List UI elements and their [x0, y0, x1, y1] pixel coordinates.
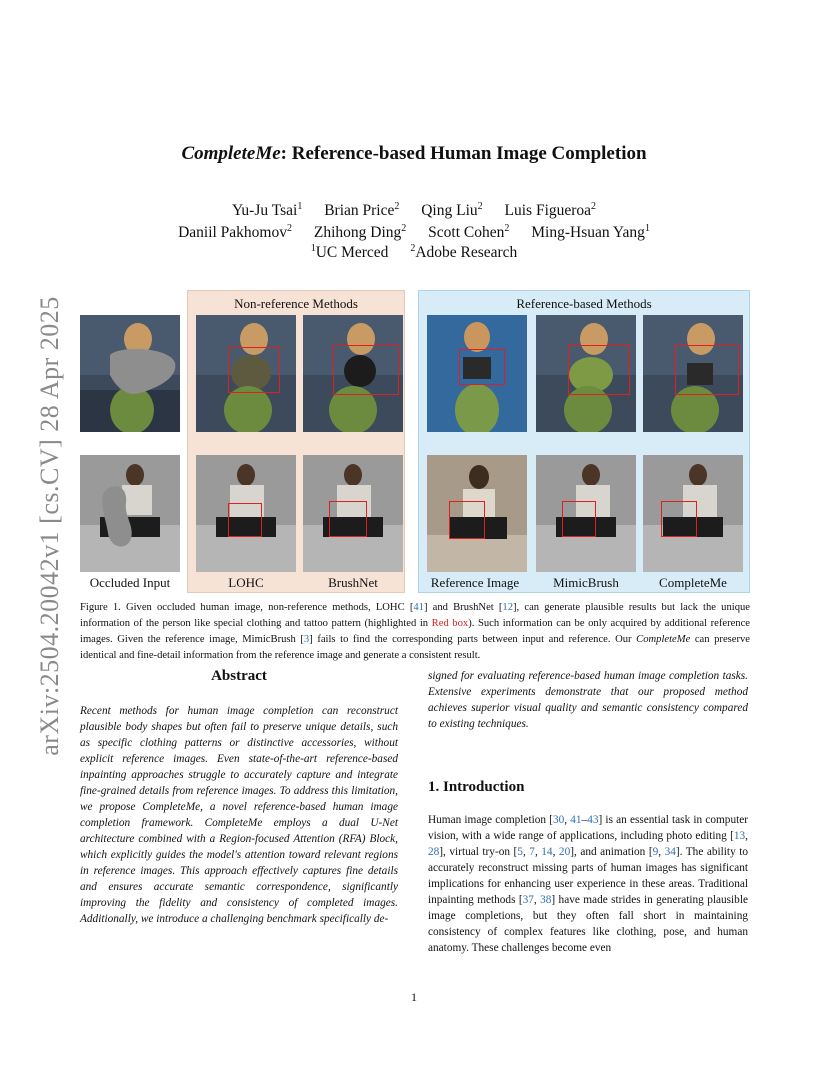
citation-link[interactable]: 41 [570, 814, 582, 826]
title-rest: : Reference-based Human Image Completion [280, 143, 647, 164]
nonref-panel-label: Non-reference Methods [234, 296, 358, 311]
abstract-text: Recent methods for human image completion can reconstruct plausible body shapes but often fail to preserve unique details, such as specific clothing patterns or distinctive accessories, without explicit reference images. Even state-of-the-art reference-based inpainting approaches struggle to accurately capture and integrate fine-grained details from reference images. To address this limitation, we propose CompleteMe, a novel reference-based human image completion framework. CompleteMe employs a dual U-Net architecture combined with a Region-focused Attention (RFA) Block, which explicitly guides the model's attention toward relevant regions in reference images. This approach effectively captures fine details and ensures accurate semantic correspondence, significantly improving the fidelity and consistency of completed images. Additionally, we introduce a challenging benchmark specifically de- [80, 705, 398, 925]
figure-image-occluded-woman [80, 315, 180, 432]
citation-link[interactable]: 12 [502, 602, 514, 613]
figure-caption: Figure 1. Given occluded human image, non-reference methods, LOHC [41] and BrushNet [12], can generate plausible results but lack the unique information of the person like special clothing and tattoo pattern (highlighted in Red box). Such information can be only acquired by additional reference images. Given the reference image, MimicBrush [3] fails to find the corresponding parts between input and reference. Our CompleteMe can preserve identical and fine-detail information from the reference image and generate a consistent result. [80, 602, 751, 661]
author: Yu-Ju Tsai$^1$ [231, 201, 303, 220]
figure-image-completeme-man [643, 455, 743, 572]
figure-image-brushnet-woman [303, 315, 403, 432]
column-label-reference-image: Reference Image [430, 575, 520, 590]
highlight-red-box [459, 349, 505, 385]
author: Ming-Hsuan Yang$^1$ [531, 223, 650, 242]
introduction-text: Human image completion [30, 41–43] is an essential task in computer vision, with a wide range of applications, including photo editing [13, 28], virtual try-on [5, 7, 14, 20], and animation [9, 34]. The ability to accurately reconstruct missing parts of human images has significant implications for enhancing user experience in these areas. Traditional inpainting methods [37, 38] have made strides in generating plausible image completions, but they often fall short in maintaining consistency of complex features like clothing, pose, and human anatomy. These challenges become even [428, 814, 749, 954]
red-box-highlight-text: Red box [431, 618, 469, 629]
abstract-heading: Abstract [211, 668, 267, 684]
figure-image-lohc-woman [196, 315, 296, 432]
citation-link[interactable]: 20 [558, 846, 571, 858]
column-label-lohc: LOHC [228, 575, 264, 590]
figure-image-mimicbrush-man [536, 455, 636, 572]
column-label-completeme: CompleteMe [659, 575, 727, 590]
highlight-red-box [228, 347, 280, 393]
section-heading-introduction: 1. Introduction [428, 779, 525, 795]
author: Luis Figueroa$^2$ [504, 201, 597, 220]
paper-title [0, 143, 828, 165]
author: Brian Price$^2$ [324, 201, 400, 220]
citation-link[interactable]: 38 [540, 894, 552, 906]
highlight-red-box [568, 345, 630, 395]
column-label-mimicbrush: MimicBrush [553, 575, 619, 590]
citation-link[interactable]: 13 [733, 830, 746, 842]
citation-link[interactable]: 14 [541, 846, 553, 858]
highlight-red-box [562, 501, 596, 537]
citation-link[interactable]: 43 [587, 814, 599, 826]
highlight-red-box [449, 501, 485, 539]
figure-image-reference-man [427, 455, 527, 572]
figure-image-mimicbrush-woman [536, 315, 636, 432]
highlight-red-box [675, 345, 739, 395]
author: Daniil Pakhomov$^2$ [178, 223, 292, 242]
affiliation: $^2$Adobe Research [410, 243, 518, 262]
column-label-occluded-input: Occluded Input [89, 575, 171, 590]
author: Qing Liu$^2$ [421, 201, 483, 220]
author: Scott Cohen$^2$ [428, 223, 510, 242]
citation-link[interactable]: 37 [522, 894, 534, 906]
citation-link[interactable]: 30 [552, 814, 565, 826]
right-column [428, 668, 748, 956]
title-method-name: CompleteMe [181, 143, 281, 164]
citation-link[interactable]: 41 [413, 602, 424, 613]
ref-panel-label: Reference-based Methods [516, 296, 652, 311]
highlight-red-box [228, 503, 262, 537]
arxiv-stamp-text: arXiv:2504.20042v1 [cs.CV] 28 Apr 2025 [35, 296, 64, 756]
figure-image-completeme-woman [643, 315, 743, 432]
citation-link[interactable]: 3 [303, 634, 310, 645]
affiliation: $^1$UC Merced [310, 243, 389, 262]
abstract-continuation: signed for evaluating reference-based human image completion tasks. Extensive experiments demonstrate that our proposed method achieves superior visual quality and semantic consistency compared to existing techniques. [428, 670, 748, 730]
figure-image-lohc-man [196, 455, 296, 572]
highlight-red-box [329, 501, 367, 537]
page-number: 1 [411, 990, 417, 1004]
citation-link[interactable]: 28 [428, 846, 440, 858]
affiliations [0, 238, 828, 264]
citation-link[interactable]: 9 [652, 846, 659, 858]
citation-link[interactable]: 34 [664, 846, 676, 858]
author: Zhihong Ding$^2$ [313, 223, 407, 242]
figure-image-reference-woman [427, 315, 527, 432]
figure-image-brushnet-man [303, 455, 403, 572]
arxiv-stamp [35, 286, 64, 766]
citation-link[interactable]: 5 [517, 846, 523, 858]
highlight-red-box [333, 345, 399, 395]
column-label-brushnet: BrushNet [328, 575, 378, 590]
highlight-red-box [661, 501, 697, 537]
left-column [80, 668, 398, 927]
citation-link[interactable]: 7 [529, 846, 535, 858]
figure-image-occluded-man [80, 455, 180, 572]
